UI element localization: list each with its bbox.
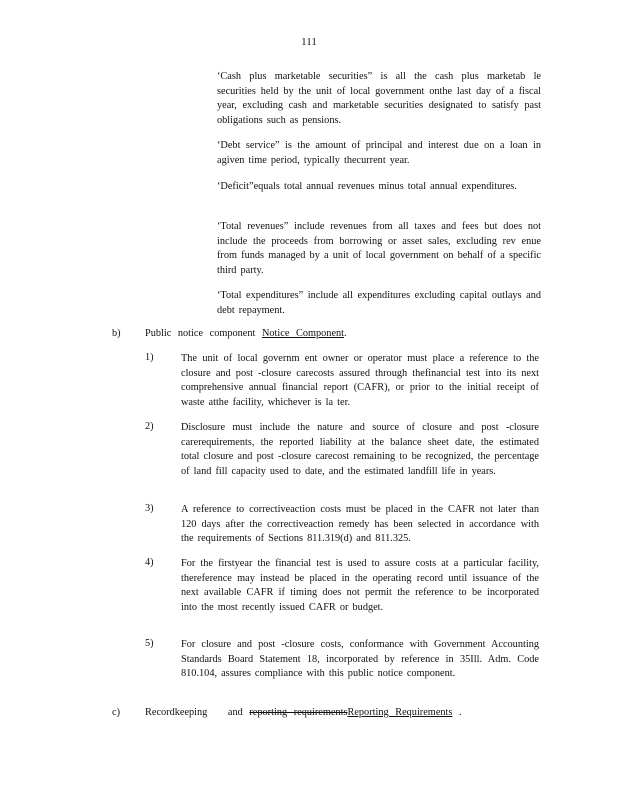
definition-cash-plus-marketable-securities: ‘Cash plus marketable securities” is all the cash plus marketab le securities held by the unit of local government onthe last day of a fiscal year, excluding cash and marketable securities designated to satisfy past obligations such as pensions. xyxy=(217,71,541,126)
section-c-marker: c) xyxy=(112,707,120,718)
section-b-inserted-title: Notice Component xyxy=(261,328,345,339)
definition-deficit: ‘Deficit”equals total annual revenues minus total annual expenditures. xyxy=(217,181,517,192)
item-3-number: 3) xyxy=(145,503,154,514)
section-c-inserted-text: Reporting Requirements xyxy=(347,707,453,718)
section-c-title: Recordkeeping xyxy=(145,707,208,718)
item-4-text: For the firstyear the financial test is used to assure costs at a particular facility, thereference may instead be placed in the operating record until issuance of the next available CAFR if timing does not permit the reference to be incorporated into the most recently issued CAFR or budget. xyxy=(181,558,539,613)
section-c-trailing: . xyxy=(458,707,462,718)
definition-debt-service: ‘Debt service” is the amount of principal and interest due on a loan in agiven time period, typically thecurrent year. xyxy=(217,140,541,166)
section-b-marker: b) xyxy=(112,328,121,339)
section-b-heading xyxy=(145,328,347,339)
section-b-title: Public notice component xyxy=(145,328,256,339)
item-2-text: Disclosure must include the nature and source of closure and post -closure carerequirements, the reported liability at the balance sheet date, the estimated total closure and post -closure carecost remaining to be recognized, the percentage of land fill capacity used to date, and the estimated landfill life in years. xyxy=(181,422,539,477)
page-number: 111 xyxy=(301,36,317,48)
item-4-number: 4) xyxy=(145,557,154,568)
section-c-and: and xyxy=(227,707,243,718)
section-c-heading xyxy=(145,707,462,718)
definition-total-expenditures: ‘Total expenditures” include all expenditures excluding capital outlays and debt repayment. xyxy=(217,290,541,316)
item-1-text: The unit of local governm ent owner or operator must place a reference to the closure and post -closure carecosts assured through thefinancial test into its next comprehensive annual financial report (CAFR), or prior to the initial receipt of waste atthe facility, whichever is la ter. xyxy=(181,353,539,408)
section-c-deleted-text: reporting requirements xyxy=(249,707,348,718)
item-1-number: 1) xyxy=(145,352,154,363)
item-5-text: For closure and post -closure costs, conformance with Government Accounting Standards Board Statement 18, incorporated by reference in 35Ill. Adm. Code 810.104, assures compliance with this public notice component. xyxy=(181,639,539,679)
item-2-number: 2) xyxy=(145,421,154,432)
item-3-text: A reference to correctiveaction costs must be placed in the CAFR not later than 120 days after the correctiveaction remedy has been selected in accordance with the requirements of Sections 811.319(d) and 811.325. xyxy=(181,504,539,544)
definition-total-revenues: ‘Total revenues” include revenues from all taxes and fees but does not include the proceeds from borrowing or asset sales, excluding rev enue from funds managed by a unit of local government on behalf of a specific third party. xyxy=(217,221,541,276)
item-5-number: 5) xyxy=(145,638,154,649)
section-b-trailing: . xyxy=(344,328,347,339)
